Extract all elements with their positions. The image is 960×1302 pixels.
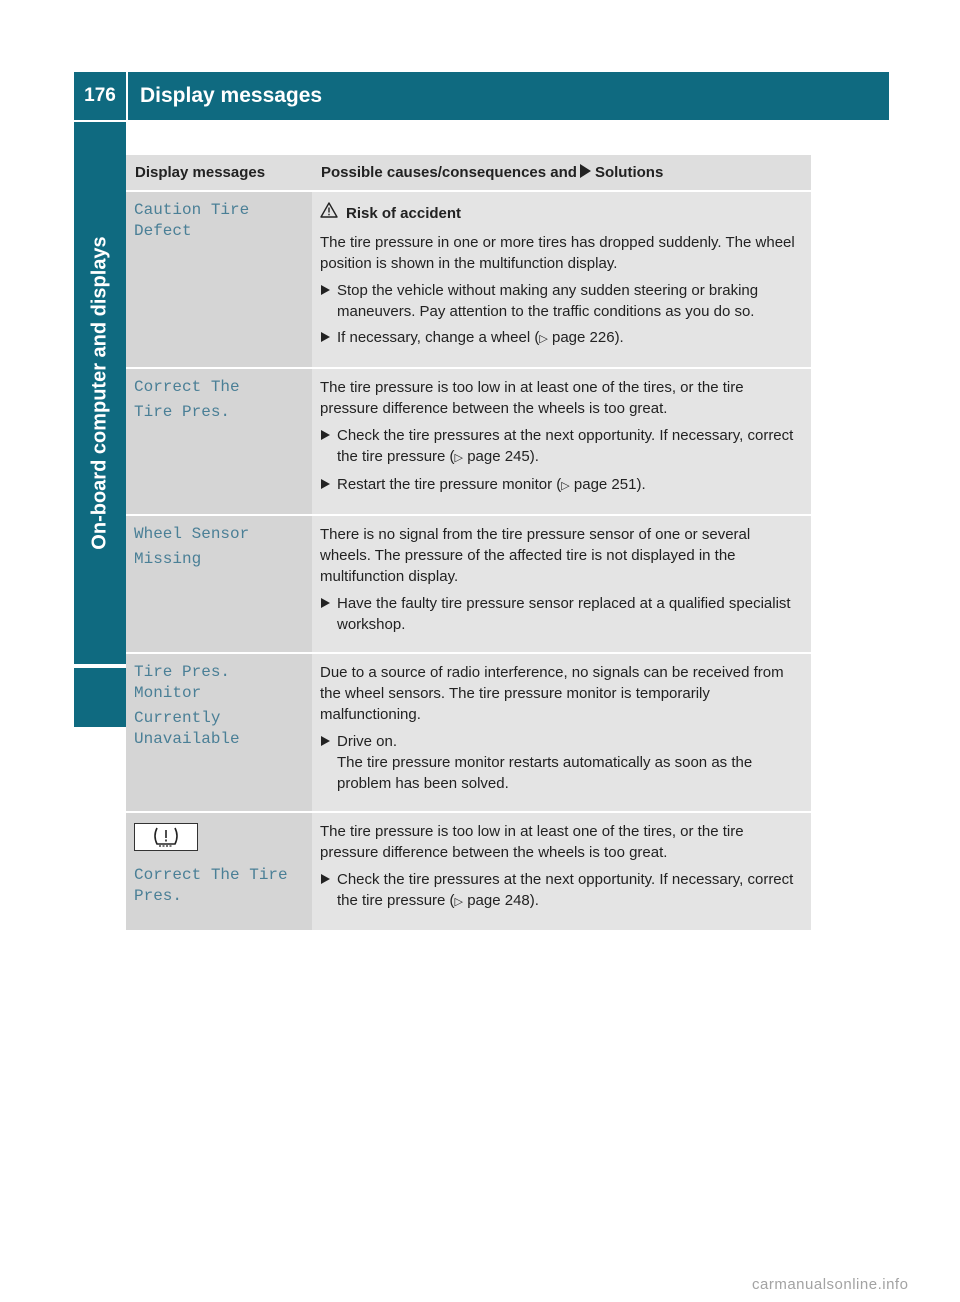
solution-step: If necessary, change a wheel (▷ page 226). bbox=[320, 327, 803, 350]
solution-step: Check the tire pressures at the next opportunity. If necessary, correct the tire pressure (▷ page 245). bbox=[320, 425, 803, 469]
step-arrow-icon bbox=[321, 479, 330, 489]
tire-pressure-warning-icon bbox=[134, 823, 198, 851]
page-number: 176 bbox=[74, 72, 126, 120]
warning-heading bbox=[320, 202, 803, 224]
description-text: The tire pressure in one or more tires has dropped suddenly. The wheel position is shown in the multifunction display. bbox=[320, 234, 795, 272]
step-arrow-icon bbox=[321, 332, 330, 342]
table-row bbox=[126, 192, 811, 369]
description-text: The tire pressure is too low in at least one of the tires, or the tire pressure difference between the wheels is too great. bbox=[320, 823, 744, 861]
step-arrow-icon bbox=[321, 285, 330, 295]
table-header-row bbox=[126, 155, 811, 192]
solution-step: Have the faulty tire pressure sensor replaced at a qualified specialist workshop. bbox=[320, 593, 803, 635]
display-message-text: Unavailable bbox=[134, 730, 240, 748]
page-title: Display messages bbox=[128, 72, 889, 120]
display-message-text: Wheel Sensor bbox=[134, 525, 250, 543]
display-message-text: Pres. bbox=[134, 887, 183, 905]
solution-cell bbox=[312, 516, 811, 654]
step-arrow-icon bbox=[321, 736, 330, 746]
side-tab-label: On-board computer and displays bbox=[88, 236, 111, 550]
side-marker bbox=[74, 668, 126, 727]
solution-step: Stop the vehicle without making any sudden steering or braking maneuvers. Pay attention to the traffic conditions as you do so. bbox=[320, 280, 803, 322]
table-row bbox=[126, 369, 811, 516]
page-reference-link[interactable]: ▷ page 248 bbox=[454, 892, 530, 909]
step-arrow-icon bbox=[321, 598, 330, 608]
display-message-cell bbox=[126, 813, 312, 932]
description-text: Due to a source of radio interference, no signals can be received from the wheel sensors. The tire pressure monitor is temporarily malfunctioning. bbox=[320, 664, 784, 723]
display-message-text: Tire Pres. Monitor bbox=[134, 663, 231, 702]
display-message-cell bbox=[126, 369, 312, 516]
page-reference-link[interactable]: ▷ page 251 bbox=[561, 476, 637, 493]
display-message-text: Missing bbox=[134, 550, 202, 568]
table-row bbox=[126, 654, 811, 813]
table-row bbox=[126, 516, 811, 654]
solution-step: Drive on. The tire pressure monitor restarts automatically as soon as the problem has been solved. bbox=[320, 731, 803, 794]
step-arrow-icon bbox=[321, 430, 330, 440]
solution-cell bbox=[312, 369, 811, 516]
warning-triangle-icon bbox=[320, 202, 338, 224]
solution-step: Check the tire pressures at the next opportunity. If necessary, correct the tire pressure (▷ page 248). bbox=[320, 869, 803, 913]
solution-step: Restart the tire pressure monitor (▷ page 251). bbox=[320, 474, 803, 497]
display-message-cell bbox=[126, 654, 312, 813]
display-message-cell bbox=[126, 516, 312, 654]
display-message-cell bbox=[126, 192, 312, 369]
solution-cell bbox=[312, 654, 811, 813]
display-message-text: Tire Pres. bbox=[134, 403, 231, 421]
display-message-text: Correct The Tire bbox=[134, 866, 288, 884]
col-header-causes-solutions: Possible causes/consequences and Solutions bbox=[312, 155, 811, 192]
solution-cell bbox=[312, 813, 811, 932]
description-text: There is no signal from the tire pressure sensor of one or several wheels. The pressure of the affected tire is not displayed in the multifunction display. bbox=[320, 526, 751, 585]
step-arrow-icon bbox=[321, 874, 330, 884]
display-messages-table bbox=[126, 155, 811, 932]
warning-label: Risk of accident bbox=[346, 204, 462, 222]
page-reference-link[interactable]: ▷ page 226 bbox=[539, 329, 615, 346]
description-text: The tire pressure is too low in at least one of the tires, or the tire pressure difference between the wheels is too great. bbox=[320, 379, 744, 417]
watermark: carmanualsonline.info bbox=[752, 1276, 909, 1293]
display-message-text: Currently bbox=[134, 709, 221, 727]
page-reference-link[interactable]: ▷ page 245 bbox=[454, 448, 530, 465]
solution-cell bbox=[312, 192, 811, 369]
display-message-text: Caution Tire Defect bbox=[134, 201, 250, 240]
table-row bbox=[126, 813, 811, 932]
play-arrow-icon bbox=[580, 164, 591, 178]
col-header-display-messages: Display messages bbox=[126, 155, 312, 192]
display-message-text: Correct The bbox=[134, 378, 240, 396]
